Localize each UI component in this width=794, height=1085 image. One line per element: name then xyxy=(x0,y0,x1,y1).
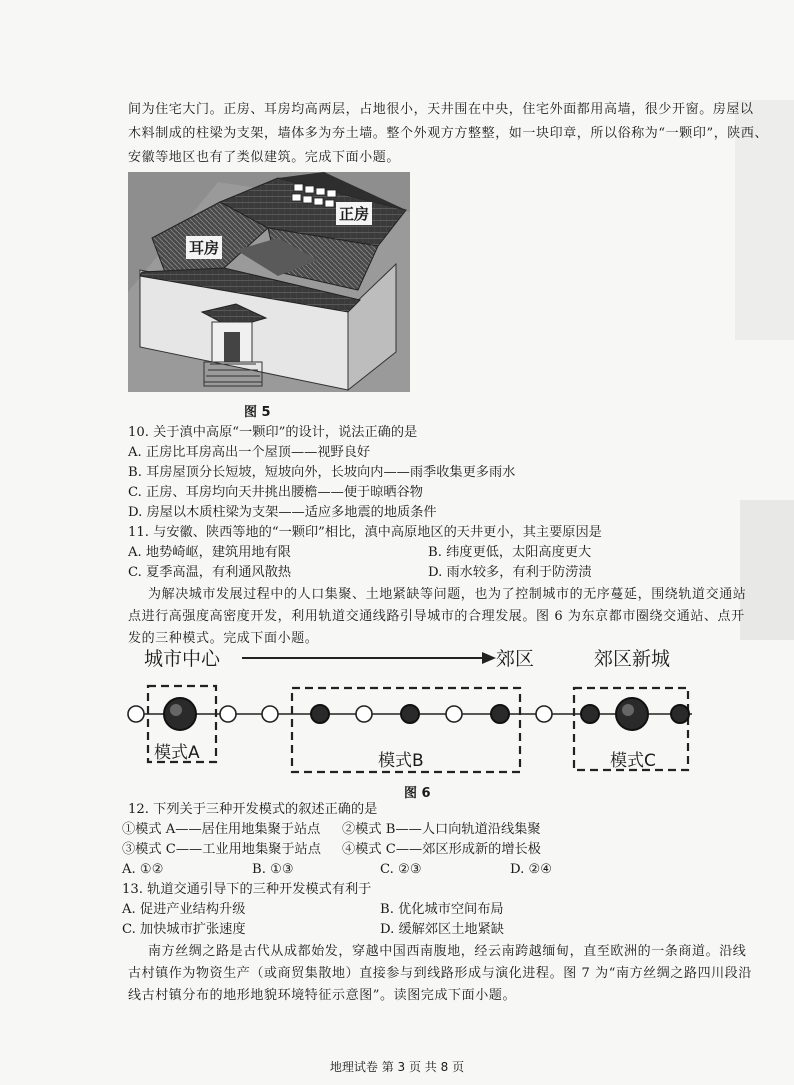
q12-statement-1: ①模式 A——居住用地集聚于站点 xyxy=(122,822,321,837)
label-side-room: 耳房 xyxy=(186,236,222,259)
intro-line: 间为住宅大门。正房、耳房均高两层，占地很小，天井围在中央，住宅外面都用高墙，很少开窗。房屋以 xyxy=(128,102,754,117)
q12-statement-4: ④模式 C——郊区形成新的增长极 xyxy=(342,842,541,857)
q12-option-b: B. ①③ xyxy=(252,862,294,877)
figure-6-caption: 图 6 xyxy=(404,786,431,801)
q13-option-b: B. 优化城市空间布局 xyxy=(380,902,504,917)
question-13-stem: 13. 轨道交通引导下的三种开发模式有利于 xyxy=(122,882,372,897)
question-11-stem: 11. 与安徽、陕西等地的“一颗印”相比，滇中高原地区的天井更小，其主要原因是 xyxy=(128,525,602,540)
intro-line: 木料制成的柱梁为支架，墙体多为夯土墙。整个外观方方整整，如一块印章，所以俗称为“一颗印”，陕西、 xyxy=(128,126,769,141)
intro-line: 为解决城市发展过程中的人口集聚、土地紧缺等问题，也为了控制城市的无序蔓延，围绕轨道交通站 xyxy=(148,587,747,602)
figure-5-caption: 图 5 xyxy=(244,405,271,420)
q11-option-c: C. 夏季高温，有利通风散热 xyxy=(128,565,292,580)
label-city-center: 城市中心 xyxy=(144,648,221,670)
label-suburb-newtown: 郊区新城 xyxy=(594,648,671,670)
label-mode-c: 模式C xyxy=(610,751,656,771)
label-mode-a: 模式A xyxy=(154,743,200,763)
intro-line: 发的三种模式。完成下面小题。 xyxy=(128,631,319,646)
q13-option-c: C. 加快城市扩张速度 xyxy=(122,922,246,937)
intro-line: 南方丝绸之路是古代从成都始发，穿越中国西南腹地，经云南跨越缅甸，直至欧洲的一条商道。沿线 xyxy=(148,944,747,959)
q11-option-d: D. 雨水较多，有利于防涝渍 xyxy=(428,565,592,580)
q10-option-d: D. 房屋以木质柱梁为支架——适应多地震的地质条件 xyxy=(128,505,437,520)
figure-5-house xyxy=(128,172,410,392)
q12-option-c: C. ②③ xyxy=(380,862,422,877)
question-12-stem: 12. 下列关于三种开发模式的叙述正确的是 xyxy=(128,802,378,817)
q12-statement-2: ②模式 B——人口向轨道沿线集聚 xyxy=(342,822,541,837)
label-mode-b: 模式B xyxy=(378,751,424,771)
scan-artifact xyxy=(740,500,794,640)
q12-statement-3: ③模式 C——工业用地集聚于站点 xyxy=(122,842,321,857)
q10-option-b: B. 耳房屋顶分长短坡，短坡向外，长坡向内——雨季收集更多雨水 xyxy=(128,465,516,480)
q11-option-a: A. 地势崎岖，建筑用地有限 xyxy=(128,545,291,560)
question-10-stem: 10. 关于滇中高原“一颗印”的设计，说法正确的是 xyxy=(128,425,418,440)
figure-6-modes xyxy=(120,642,710,782)
intro-line: 线古村镇分布的地形地貌环境特征示意图”。读图完成下面小题。 xyxy=(128,988,517,1003)
intro-line: 安徽等地区也有了类似建筑。完成下面小题。 xyxy=(128,150,401,165)
q12-option-a: A. ①② xyxy=(122,862,164,877)
intro-line: 点进行高强度高密度开发，利用轨道交通线路引导城市的合理发展。图 6 为东京都市圈绕交通站、点开 xyxy=(128,609,745,624)
q12-option-d: D. ②④ xyxy=(510,862,553,877)
q13-option-d: D. 缓解郊区土地紧缺 xyxy=(380,922,504,937)
page-footer: 地理试卷 第 3 页 共 8 页 xyxy=(329,1060,465,1074)
label-suburb: 郊区 xyxy=(496,648,535,670)
q10-option-c: C. 正房、耳房均向天井挑出腰檐——便于晾晒谷物 xyxy=(128,485,423,500)
q13-option-a: A. 促进产业结构升级 xyxy=(122,902,246,917)
label-main-room: 正房 xyxy=(336,202,372,225)
q10-option-a: A. 正房比耳房高出一个屋顶——视野良好 xyxy=(128,445,371,460)
intro-line: 古村镇作为物资生产（或商贸集散地）直接参与到线路形成与演化进程。图 7 为“南方丝绸之路四川段沿 xyxy=(128,966,752,981)
q11-option-b: B. 纬度更低，太阳高度更大 xyxy=(428,545,592,560)
